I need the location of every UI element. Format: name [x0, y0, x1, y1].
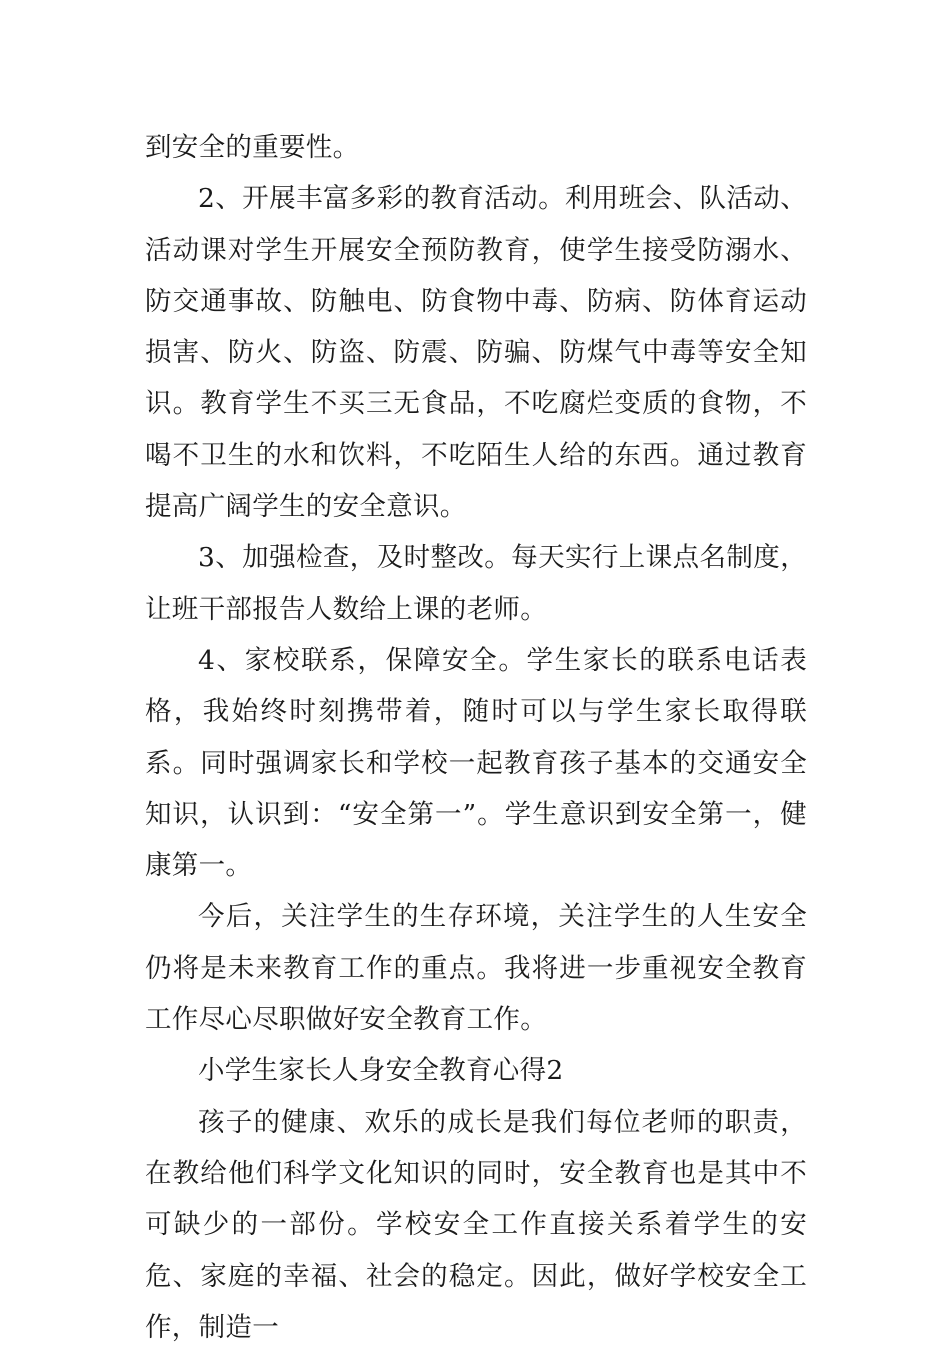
paragraph-intro-2: 孩子的健康、欢乐的成长是我们每位老师的职责，在教给他们科学文化知识的同时，安全教育也是其中不可缺少的一部份。学校安全工作直接关系着学生的安危、家庭的幸福、社会的稳定。因此，做好学校安全工作，制造一 [145, 1106, 807, 1343]
paragraph-item-2: 2、开展丰富多彩的教育活动。利用班会、队活动、活动课对学生开展安全预防教育，使学生接受防溺水、防交通事故、防触电、防食物中毒、防病、防体育运动损害、防火、防盗、防震、防骗、防煤气中毒等安全知识。教育学生不买三无食品，不吃腐烂变质的食物，不喝不卫生的水和饮料，不吃陌生人给的东西。通过教育提高广阔学生的安全意识。 [145, 183, 807, 523]
section-title: 小学生家长人身安全教育心得2 [198, 1055, 564, 1087]
document-body [145, 122, 807, 1353]
paragraph-item-3: 3、加强检查，及时整改。每天实行上课点名制度，让班干部报告人数给上课的老师。 [145, 542, 807, 625]
paragraph-continuation: 到安全的重要性。 [145, 132, 360, 163]
paragraph-item-4: 4、家校联系，保障安全。学生家长的联系电话表格，我始终时刻携带着，随时可以与学生家长取得联系。同时强调家长和学校一起教育孩子基本的交通安全知识，认识到：“安全第一”。学生意识到安全第一，健康第一。 [145, 644, 807, 882]
paragraph-conclusion: 今后，关注学生的生存环境，关注学生的人生安全仍将是未来教育工作的重点。我将进一步重视安全教育工作尽心尽职做好安全教育工作。 [145, 901, 807, 1036]
